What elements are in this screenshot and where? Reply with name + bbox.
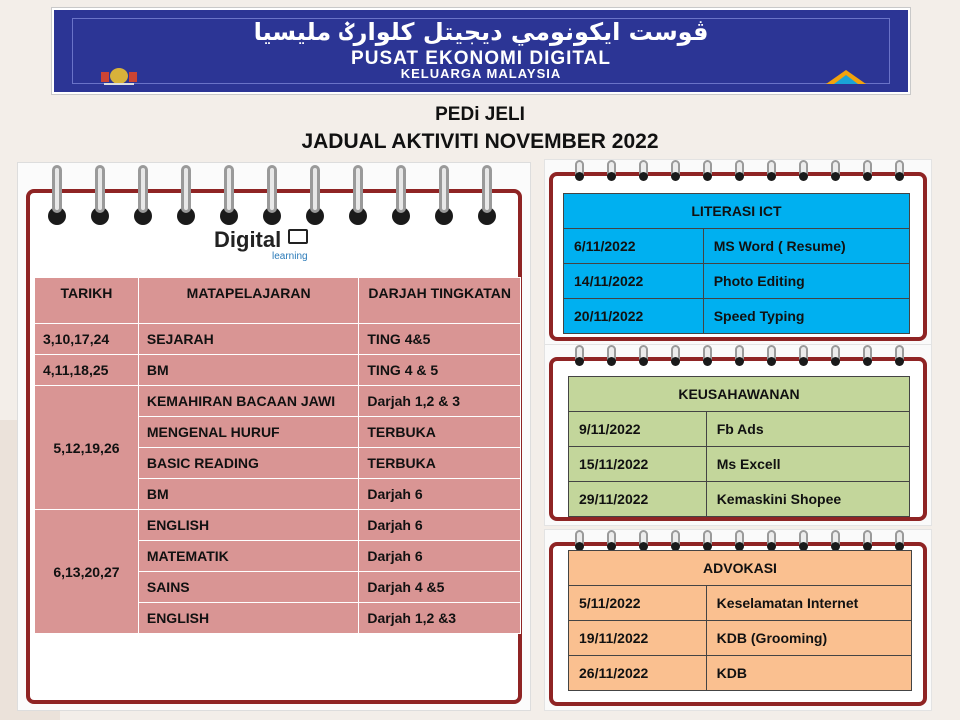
ring-hole [607, 172, 616, 181]
date-cell: 5/11/2022 [569, 586, 707, 621]
date-cell: 20/11/2022 [564, 299, 704, 334]
activity-cell: Photo Editing [703, 264, 909, 299]
ring-hole [671, 357, 680, 366]
level-cell: Darjah 6 [359, 510, 521, 541]
ring [353, 165, 363, 213]
table-row [569, 482, 910, 517]
table-row [35, 510, 521, 541]
activity-cell: Ms Excell [706, 447, 909, 482]
ring [267, 165, 277, 213]
table-row [35, 386, 521, 417]
table-header-row [35, 278, 521, 324]
date-cell: 19/11/2022 [569, 621, 707, 656]
activity-cell: Keselamatan Internet [706, 586, 911, 621]
banner-title: PUSAT EKONOMI DIGITAL [351, 48, 611, 69]
subject-cell: MENGENAL HURUF [138, 417, 359, 448]
ring-hole [703, 172, 712, 181]
logo-word: Digital [214, 227, 282, 252]
activity-cell: KDB (Grooming) [706, 621, 911, 656]
ring [138, 165, 148, 213]
date-cell: 6,13,20,27 [35, 510, 139, 634]
ring-hole [863, 172, 872, 181]
table-row [564, 229, 910, 264]
level-cell: Darjah 1,2 & 3 [359, 386, 521, 417]
table-header-row [569, 377, 910, 412]
header-subject: MATAPELAJARAN [138, 278, 359, 324]
subject-cell: ENGLISH [138, 603, 359, 634]
subject-cell: BM [138, 479, 359, 510]
date-cell: 5,12,19,26 [35, 386, 139, 510]
advokasi-table [568, 550, 912, 691]
literasi-title: LITERASI ICT [564, 194, 910, 229]
class-schedule-table [34, 277, 521, 634]
ring-hole [575, 357, 584, 366]
logo-sub: learning [272, 251, 308, 262]
level-cell: TERBUKA [359, 448, 521, 479]
ring-hole [767, 172, 776, 181]
ring-hole [575, 172, 584, 181]
header-banner [52, 8, 910, 94]
ring-hole [895, 172, 904, 181]
subject-cell: KEMAHIRAN BACAAN JAWI [138, 386, 359, 417]
pedi-logo-icon [822, 68, 870, 86]
level-cell: Darjah 1,2 &3 [359, 603, 521, 634]
activity-cell: Fb Ads [706, 412, 909, 447]
ring-hole [703, 357, 712, 366]
table-row [35, 324, 521, 355]
ring-hole [607, 357, 616, 366]
ring [439, 165, 449, 213]
activity-cell: MS Word ( Resume) [703, 229, 909, 264]
ring-hole [799, 172, 808, 181]
ring-hole [831, 357, 840, 366]
table-row [569, 586, 912, 621]
date-cell: 3,10,17,24 [35, 324, 139, 355]
ring-hole [831, 172, 840, 181]
ring-hole [799, 357, 808, 366]
schedule-title: JADUAL AKTIVITI NOVEMBER 2022 [301, 130, 659, 153]
ring [224, 165, 234, 213]
level-cell: Darjah 4 &5 [359, 572, 521, 603]
level-cell: Darjah 6 [359, 479, 521, 510]
ring [310, 165, 320, 213]
level-cell: Darjah 6 [359, 541, 521, 572]
activity-cell: Kemaskini Shopee [706, 482, 909, 517]
date-cell: 4,11,18,25 [35, 355, 139, 386]
date-cell: 6/11/2022 [564, 229, 704, 264]
banner-jawi-text: ڤوست ايکونومي ديجيتل کلوارݢ مليسيا [253, 18, 709, 46]
keusahawanan-title: KEUSAHAWANAN [569, 377, 910, 412]
activity-cell: KDB [706, 656, 911, 691]
table-row [569, 656, 912, 691]
date-cell: 14/11/2022 [564, 264, 704, 299]
date-cell: 9/11/2022 [569, 412, 707, 447]
subject-cell: BM [138, 355, 359, 386]
subject-cell: MATEMATIK [138, 541, 359, 572]
ring [181, 165, 191, 213]
table-row [569, 447, 910, 482]
table-row [35, 355, 521, 386]
subject-cell: ENGLISH [138, 510, 359, 541]
date-cell: 29/11/2022 [569, 482, 707, 517]
subject-cell: SEJARAH [138, 324, 359, 355]
subject-cell: BASIC READING [138, 448, 359, 479]
header-level: DARJAH TINGKATAN [359, 278, 521, 324]
subject-cell: SAINS [138, 572, 359, 603]
ring-hole [863, 357, 872, 366]
table-header-row [564, 194, 910, 229]
level-cell: TING 4&5 [359, 324, 521, 355]
table-header-row [569, 551, 912, 586]
level-cell: TING 4 & 5 [359, 355, 521, 386]
ring-hole [895, 357, 904, 366]
monitor-icon [288, 229, 308, 244]
ring [52, 165, 62, 213]
ring-hole [639, 172, 648, 181]
banner-subtitle: KELUARGA MALAYSIA [400, 66, 562, 81]
ring [482, 165, 492, 213]
literasi-table [563, 193, 910, 334]
spiral-rings [18, 163, 530, 233]
activity-cell: Speed Typing [703, 299, 909, 334]
ring-hole [671, 172, 680, 181]
center-name: PEDi JELI [435, 104, 525, 125]
ring-hole [639, 357, 648, 366]
keusahawanan-table [568, 376, 910, 517]
level-cell: TERBUKA [359, 417, 521, 448]
table-row [569, 412, 910, 447]
header-date: TARIKH [35, 278, 139, 324]
ring-hole [735, 357, 744, 366]
crest-icon [96, 66, 142, 86]
ring [396, 165, 406, 213]
digital-learning-logo [210, 225, 314, 269]
date-cell: 26/11/2022 [569, 656, 707, 691]
table-row [569, 621, 912, 656]
ring [95, 165, 105, 213]
ring-hole [767, 357, 776, 366]
date-cell: 15/11/2022 [569, 447, 707, 482]
advokasi-title: ADVOKASI [569, 551, 912, 586]
table-row [564, 264, 910, 299]
ring-hole [735, 172, 744, 181]
table-row [564, 299, 910, 334]
